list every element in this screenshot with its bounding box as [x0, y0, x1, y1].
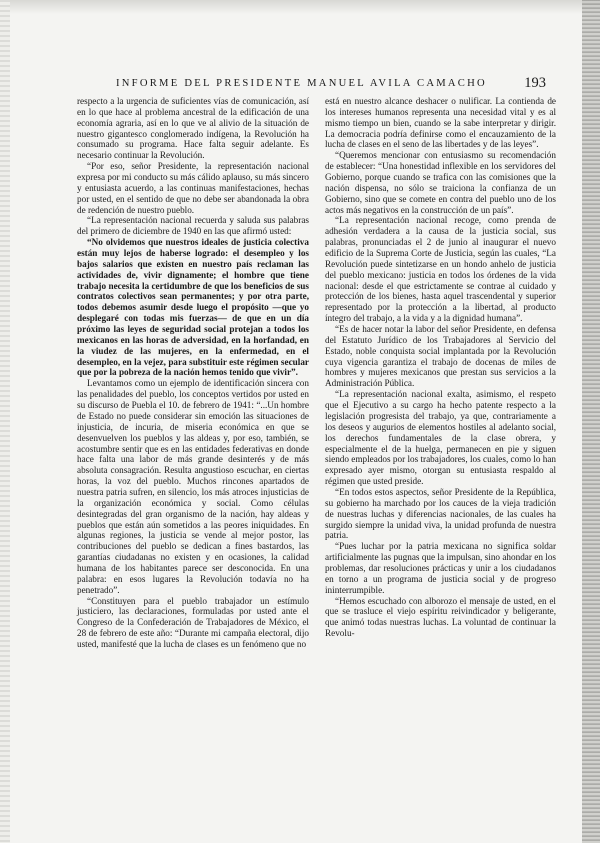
running-header-title: INFORME DEL PRESIDENTE MANUEL AVILA CAMACHO: [116, 78, 487, 89]
page-top-shadow: [0, 0, 600, 14]
paragraph: respecto a la urgencia de suficientes vías de comunicación, así en lo que hace al problema ancestral de la edificación de una economía agraria, así en lo que ve al alivio de la situación de nuestro gigantesco conglomerado indígena, la Revolución ha consumado su programa. Hace falta seguir adelante. Es necesario continuar la Revolución.: [77, 96, 309, 161]
paragraph: está en nuestro alcance deshacer o nulificar. La contienda de los intereses humanos representa una necesidad vital y es al mismo tiempo un bien, cuando se la sabe interpretar y dirigir. La democracia podría definirse como el encauzamiento de la lucha de clases en el seno de las libertades y de las leyes”.: [325, 96, 556, 150]
paragraph: “La representación nacional exalta, asimismo, el respeto que el Ejecutivo a su cargo ha hecho patente respecto a la legislación progresista del trabajo, ya que, contrariamente a los deseos y augurios de elementos hostiles al adelanto social, los derechos fundamentales de la clase obrera, y especialmente el de la huelga, permanecen en pie y siguen siendo empleados por los trabajadores, los cuales, como lo han expresado ayer mismo, otorgan su entusiasta respaldo al régimen que usted preside.: [325, 389, 556, 487]
paragraph: “En todos estos aspectos, señor Presidente de la República, su gobierno ha marchado por los cauces de la vieja tradición de nuestras luchas y diferencias nacionales, de las cuales ha surgido siempre la unidad viva, la unidad profunda de nuestra patria.: [325, 486, 556, 541]
paragraph: “La representación nacional recoge, como prenda de adhesión verdadera a la causa de la justicia social, sus palabras, pronunciadas el 2 de junio al inaugurar el nuevo edificio de la Suprema Corte de Justicia, según las cuales, “La Revolución puede sintetizarse en un hondo anhelo de justicia del pueblo mexicano: justicia en todos los órdenes de la vida nacional: desde el que estrictamente se contrae al cuidado y protección de los bienes, hasta aquel trascendental y superior representado por la protección a la libertad, al producto íntegro del trabajo, a la vida y a la dignidad humana”.: [325, 215, 556, 324]
paragraph: “Constituyen para el pueblo trabajador un estímulo justiciero, las declaraciones, formuladas por usted ante el Congreso de la Confederación de Trabajadores de México, el 28 de febrero de este año: “Durante mi campaña electoral, dijo usted, manifesté que la lucha de clases es un fenómeno que no: [77, 595, 309, 649]
paragraph: “Hemos escuchado con alborozo el mensaje de usted, en el que se trasluce el viejo espíritu reivindicador y beligerante, que animó todas nuestras luchas. La voluntad de continuar la Revolu-: [325, 595, 556, 639]
paragraph: “Pues luchar por la patria mexicana no significa soldar artificialmente las pugnas que la impulsan, sino ahondar en los problemas, dar resoluciones prácticas y unir a los ciudadanos en torno a un programa de justicia social y de progreso ininterrumpible.: [325, 541, 556, 595]
paragraph: “No olvidemos que nuestros ideales de justicia colectiva están muy lejos de haberse logrado: el desempleo y los bajos salarios que existen en nuestro país reclaman las actividades de, vivir dignamente; el hombre que tiene trabajo necesita la certidumbre de que los beneficios de sus contratos colectivos sean permanentes; y por otra parte, todos debemos asumir desde luego el propósito —que yo desplegaré con todas mis fuerzas— de que en un día próximo las leyes de seguridad social protejan a todos los mexicanos en las horas de adversidad, en la horfandad, en la viudez de las mujeres, en la enfermedad, en el desempleo, en la vejez, para substituir este régimen secular que por la pobreza de la nación hemos tenido que vivir”.: [77, 237, 309, 378]
paragraph: Levantamos como un ejemplo de identificación sincera con las penalidades del pueblo, los conceptos vertidos por usted en su discurso de Puebla el 10. de febrero de 1941: “...Un hombre de Estado no puede considerar sin emoción las situaciones de injusticia, de incuria, de miseria económica en que se desenvuelven los pueblos y las aldeas y, por eso, también, se acostumbre sentir que es en las entidades federativas en donde hace falta una labor de más grande desinterés y de más absoluta consagración. Resulta angustioso escuchar, en ciertas horas, la voz del pueblo. Muchos rincones apartados de nuestra patria sufren, en silencio, los más atroces injusticias de la organización económica y social. Como células desintegradas del gran organismo de la nación, hay aldeas y pueblos que están aún sometidos a las peores iniquidades. En algunas regiones, la justicia se vende al mejor postor, las contribuciones del pueblo se dedican a fines bastardos, las garantías ciudadanas no existen y en ocasiones, la calidad humana de los habitantes parece ser desconocida. En una palabra: en esos lugares la Revolución todavía no ha penetrado”.: [77, 378, 309, 595]
running-header: [116, 75, 546, 94]
left-text-column: [77, 96, 309, 650]
page-number: 193: [524, 75, 546, 91]
page-binding-edge: [582, 0, 600, 843]
paragraph: “Queremos mencionar con entusiasmo su recomendación de establecer: “Una honestidad inflexible en los servidores del Gobierno, porque cuando se trafica con las comisiones que la nación dispensa, no sólo se traiciona la confianza de un Gobierno, sino que se comete en contra del pueblo uno de los actos más negativos en la construcción de un país”.: [325, 150, 556, 215]
paragraph: “Es de hacer notar la labor del señor Presidente, en defensa del Estatuto Jurídico de los Trabajadores al Servicio del Estado, noble conquista social implantada por la Revolución cuya vigencia garantiza el trabajo de docenas de miles de hombres y mujeres mexicanos que prestan sus servicios a la Administración Pública.: [325, 324, 556, 389]
paragraph: “Por eso, señor Presidente, la representación nacional expresa por mi conducto su más cálido aplauso, su más sincero y entusiasta acuerdo, a las continuas manifestaciones, hechas por usted, en el sentido de que no debe ser abandonada la obra de redención de nuestro pueblo.: [77, 161, 309, 215]
page-left-edge: [0, 0, 10, 843]
paragraph: “La representación nacional recuerda y saluda sus palabras del primero de diciembre de 1940 en las que afirmó usted:: [77, 215, 309, 237]
right-text-column: [325, 96, 556, 639]
